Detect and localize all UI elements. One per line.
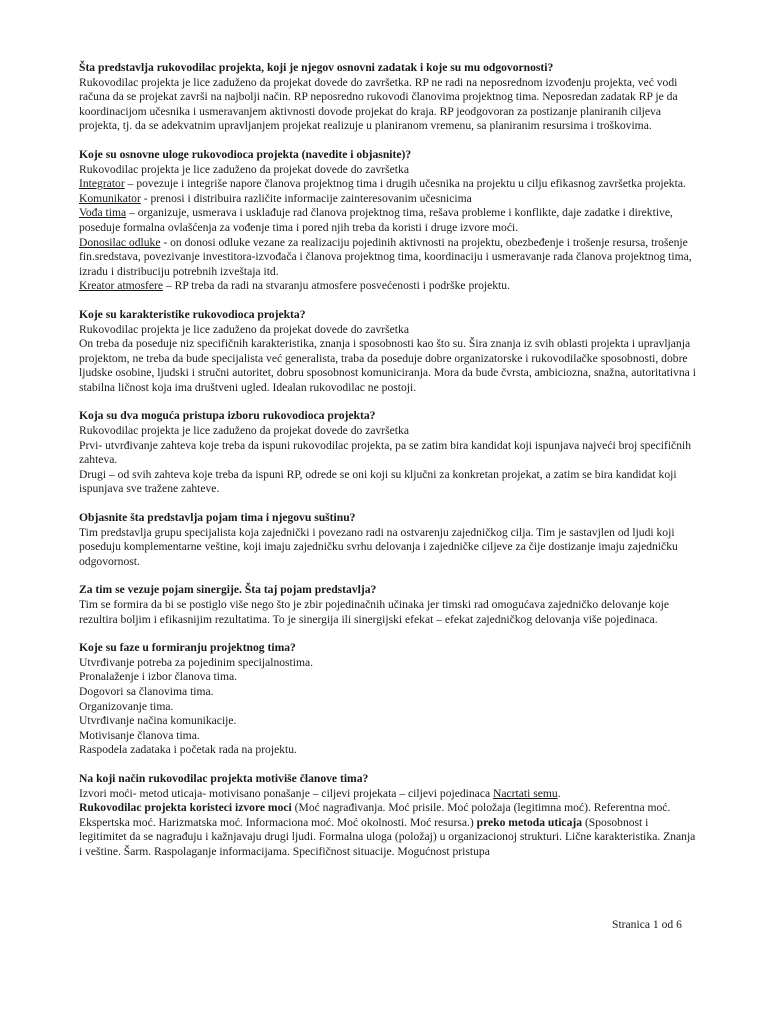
role-description: – organizuje, usmerava i usklađuje rad članova projektnog tima, rešava probleme i konflikte, daje zadatke i direktive, poseduje formalna ovlašćenja za vođenje tima i pored njih treba da koristi i druge izvore moći. [79,206,673,234]
bold-phrase: preko metoda uticaja [476,815,583,829]
role-description: - prenosi i distribuira različite informacije zainteresovanim učesnicima [140,191,472,205]
section-question: Na koji način rukovodilac projekta motiviše članove tima? [79,771,369,785]
paragraph: Tim se formira da bi se postiglo više nego što je zbir pojedinačnih učinaka jer timski rad omogućava zajedničko delovanje koje rezultira boljim i efikasnijim rezultatima. To je sinergija ili sinergijski efekat – efekat zajedničkog delovanja više pojedinaca. [79,598,670,626]
list-item: Dogovori sa članovima tima. [79,684,214,698]
paragraph: Prvi- utvrđivanje zahteva koje treba da ispuni rukovodilac projekta, pa se zatim bira kandidat koji ispunjava najveći broj specifičnih zahteva. [79,438,692,467]
section-question: Objasnite šta predstavlja pojam tima i njegovu suštinu? [79,511,356,525]
list-item: Organizovanje tima. [79,699,174,713]
role-term: Vođa tima [79,206,127,220]
role-description: – RP treba da radi na stvaranju atmosfere posvećenosti i podrške projektu. [163,279,510,293]
section-question: Koje su osnovne uloge rukovodioca projekta (navedite i objasnite)? [79,147,412,161]
role-item [79,236,697,280]
list-item: Pronalaženje i izbor članova tima. [79,670,238,684]
section-question: Koja su dva moguća pristupa izboru rukovodioca projekta? [79,409,376,423]
section-synergy [79,583,697,627]
paragraph: Tim predstavlja grupu specijalista koja zajednički i povezano radi na ostvarenju zajedničkog cilja. Tim je sastavjlen od ljudi koji poseduju komplementarne veštine, koji imaju zajedničku svrhu delovanja i zajedničke ciljeve za čije dostizanje imaju zajedničku odgovornost. [79,525,678,568]
page-number-footer: Stranica 1 od 6 [612,918,682,931]
paragraph: Drugi – od svih zahteva koje treba da ispuni RP, odrede se oni koji su ključni za konkretan projekat, a zatim se bira kandidat koji ispunjava sve tražene zahteve. [79,467,677,496]
paragraph: Rukovodilac projekta je lice zaduženo da projekat dovede do završetka [79,322,409,336]
section-motivation [79,772,697,860]
power-sources-text: (Moć nagrađivanja. Moć prisile. Moć položaja (legitimna moć). Referentna moć. Ekspertska moć. Harizmatska moć. Informaciona moć. Moć okolnosti. Moć resursa.) [79,801,671,829]
paragraph: Rukovodilac projekta je lice zaduženo da projekat dovede do završetka. RP ne radi na neposrednom izvođenju projekta, već vodi računa da se projekat završi na najbolji način. RP neposredno rukovodi članovima projektnog tima. Neposredan zadatak RP je da koordinacijom učesnika i usmeravanjem aktivnosti dovode projekat do kraja. RP jeodgovoran za postizanje planiranih ciljeva projekta, tj. da se adekvatnim upravljanjem projekat realizuje u planiranom vremenu, sa planiranim resursima i troškovima. [79,75,678,133]
role-term: Integrator [79,177,125,191]
role-item [79,206,697,235]
section-question: Šta predstavlja rukovodilac projekta, koji je njegov osnovni zadatak i koje su mu odgovornosti? [79,61,554,74]
paragraph [79,787,697,802]
role-description: - on donosi odluke vezane za realizaciju pojedinih aktivnosti na projektu, obezbeđenje i trošenje resursa, trošenje fin.sredstava, povezivanje investitora-izvođača i članova projektnog tima, koordinaciju i usmeravanje rada članova projektnog tima, izradu i distribuciju potrebnih izveštaja itd. [79,235,692,278]
section-rp-selection [79,409,697,497]
motivation-chain-text: Izvori moći- metod uticaja- motivisano ponašanje – ciljevi projekata – ciljevi pojedinaca [79,786,494,800]
role-item [79,192,697,207]
role-term: Donosilac odluke [79,235,161,249]
paragraph: Rukovodilac projekta je lice zaduženo da projekat dovede do završetka [79,424,409,438]
list-item: Utvrđivanje načina komunikacije. [79,714,237,728]
role-term: Komunikator [79,191,141,205]
section-rp-definition [79,61,697,134]
list-item: Motivisanje članova tima. [79,728,200,742]
paragraph: Rukovodilac projekta je lice zaduženo da projekat dovede do završetka [79,162,409,176]
paragraph: On treba da poseduje niz specifičnih karakteristika, znanja i sposobnosti kao što su. Šira znanja iz svih oblasti projekta i upravljanja projektom, ne treba da bude specijalista već generalista, traba da poseduje dobre organizatorske i rukovodilačke sposobnosti, dobre ljudske osobine, ljudski i stručni autoritet, dobru sposobnost komuniciranja. Mora da bude čvrsta, ambiciozna, snažna, autoritativna i stabilna ličnost koja ima društveni ugled. Idealan rukovodilac ne postoji. [79,337,696,394]
role-term: Kreator atmosfere [79,279,164,293]
period: . [557,786,561,800]
paragraph [79,801,697,859]
document-body [79,61,697,874]
role-item [79,177,697,192]
section-team-concept [79,511,697,569]
section-question: Koje su faze u formiranju projektnog tima? [79,641,296,655]
influence-methods-text: (Sposobnost i legitimitet da se nagrađuju i kažnjavaju drugi ljudi. Formalna uloga (položaj) u organizacionoj strukturi. Lične karakteristika. Znanja i veštine. Šarm. Raspolaganje informacijama. Specifičnost situacije. Mogućnost pristupa [79,815,696,858]
list-item: Utvrđivanje potreba za pojedinim specijalnostima. [79,655,314,669]
section-question: Koje su karakteristike rukovodioca projekta? [79,307,306,321]
role-item [79,279,697,294]
section-question: Za tim se vezuje pojam sinergije. Šta taj pojam predstavlja? [79,583,377,597]
draw-scheme-note: Nacrtati semu [493,786,558,800]
list-item: Raspodela zadataka i početak rada na projektu. [79,743,297,757]
section-team-phases [79,641,697,758]
bold-phrase: Rukovodilac projekta koristeci izvore moci [79,801,292,815]
section-rp-roles [79,148,697,294]
section-rp-characteristics [79,308,697,396]
role-description: – povezuje i integriše napore članova projektnog tima i drugih učesnika na projektu u cilju efikasnog završetka projekta. [124,177,686,191]
